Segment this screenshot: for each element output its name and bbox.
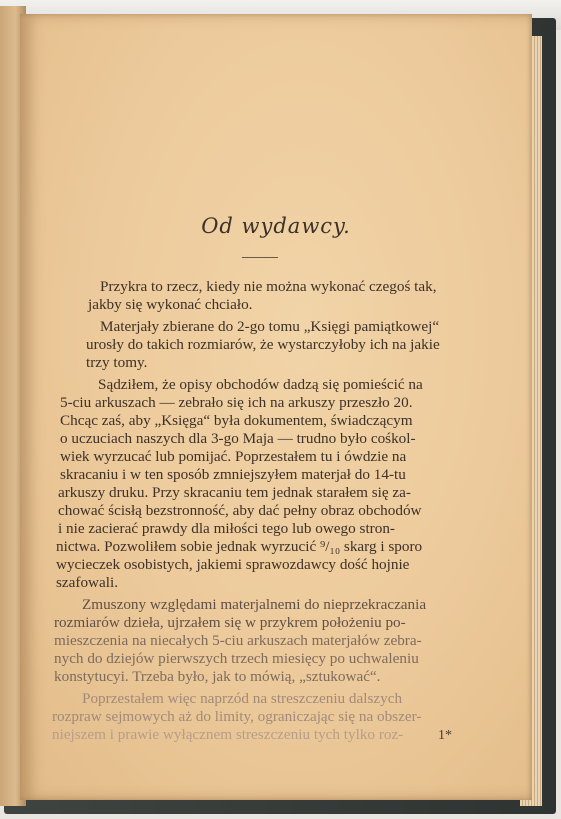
book-page (20, 14, 532, 800)
text-line: konstytucyi. Trzeba było, jak to mówią, „sztukować“. (54, 668, 381, 685)
page-title: Od wydawcy. (201, 214, 351, 238)
text-line: rozmiarów dzieła, ujrzałem się w przykrem położeniu po- (54, 614, 406, 631)
text-line: wiek wyrzucać lub pomijać. Poprzestałem tu i ówdzie na (60, 448, 407, 465)
text-line: nictwa. Pozwoliłem sobie jednak wyrzucić ⁹/₁₀ skarg i sporo (56, 538, 423, 555)
text-line: szafowali. (56, 574, 118, 591)
text-line: Poprzestałem więc naprzód na streszczeniu dalszych (82, 690, 403, 707)
text-line: Przykra to rzecz, kiedy nie można wykonać czegoś tak, (100, 278, 437, 295)
text-line: rozpraw sejmowych aż do limity, ograniczając się na obszer- (52, 708, 422, 725)
text-line: 5-ciu arkuszach — zebrało się ich na arkuszy przeszło 20. (60, 394, 413, 411)
text-line: i nie zacierać prawdy dla miłości tego lub owego stron- (58, 520, 395, 537)
text-line: urosły do takich rozmiarów, że wystarczyłoby ich na jakie (86, 336, 440, 353)
text-line: chować ścisłą bezstronność, aby dać pełny obraz obchodów (58, 502, 422, 519)
title-rule (242, 257, 278, 258)
text-line: nych do dziejów pierwszych trzech miesięcy po uchwaleniu (54, 650, 419, 667)
text-line: Chcąc zaś, aby „Księga“ była dokumentem, świadczącym (60, 412, 413, 429)
text-line: arkuszy druku. Przy skracaniu tem jednak starałem się za- (58, 484, 411, 501)
text-line: Zmuszony względami materjalnemi do nieprzekraczania (82, 596, 427, 613)
text-line: mieszczenia na niecałych 5-ciu arkuszach materjałów zebra- (54, 632, 422, 649)
text-line: o uczuciach naszych dla 3-go Maja — trudno było cośkol- (60, 430, 416, 447)
text-line: niejszem i prawie wyłącznem streszczeniu tych tylko roz- (52, 726, 404, 743)
text-line: Sądziłem, że opisy obchodów dadzą się pomieścić na (98, 376, 423, 393)
page-number: 1* (438, 728, 452, 743)
text-line: jakby się wykonać chciało. (88, 296, 253, 313)
text-line: skracaniu i w ten sposób zmniejszyłem materjał do 14-tu (60, 466, 406, 483)
text-line: Materjały zbierane do 2-go tomu „Księgi pamiątkowej“ (100, 318, 440, 335)
text-line: trzy tomy. (86, 354, 148, 371)
text-line: wycieczek osobistych, jakiemi sprawozdawcy dość hojnie (56, 556, 410, 573)
